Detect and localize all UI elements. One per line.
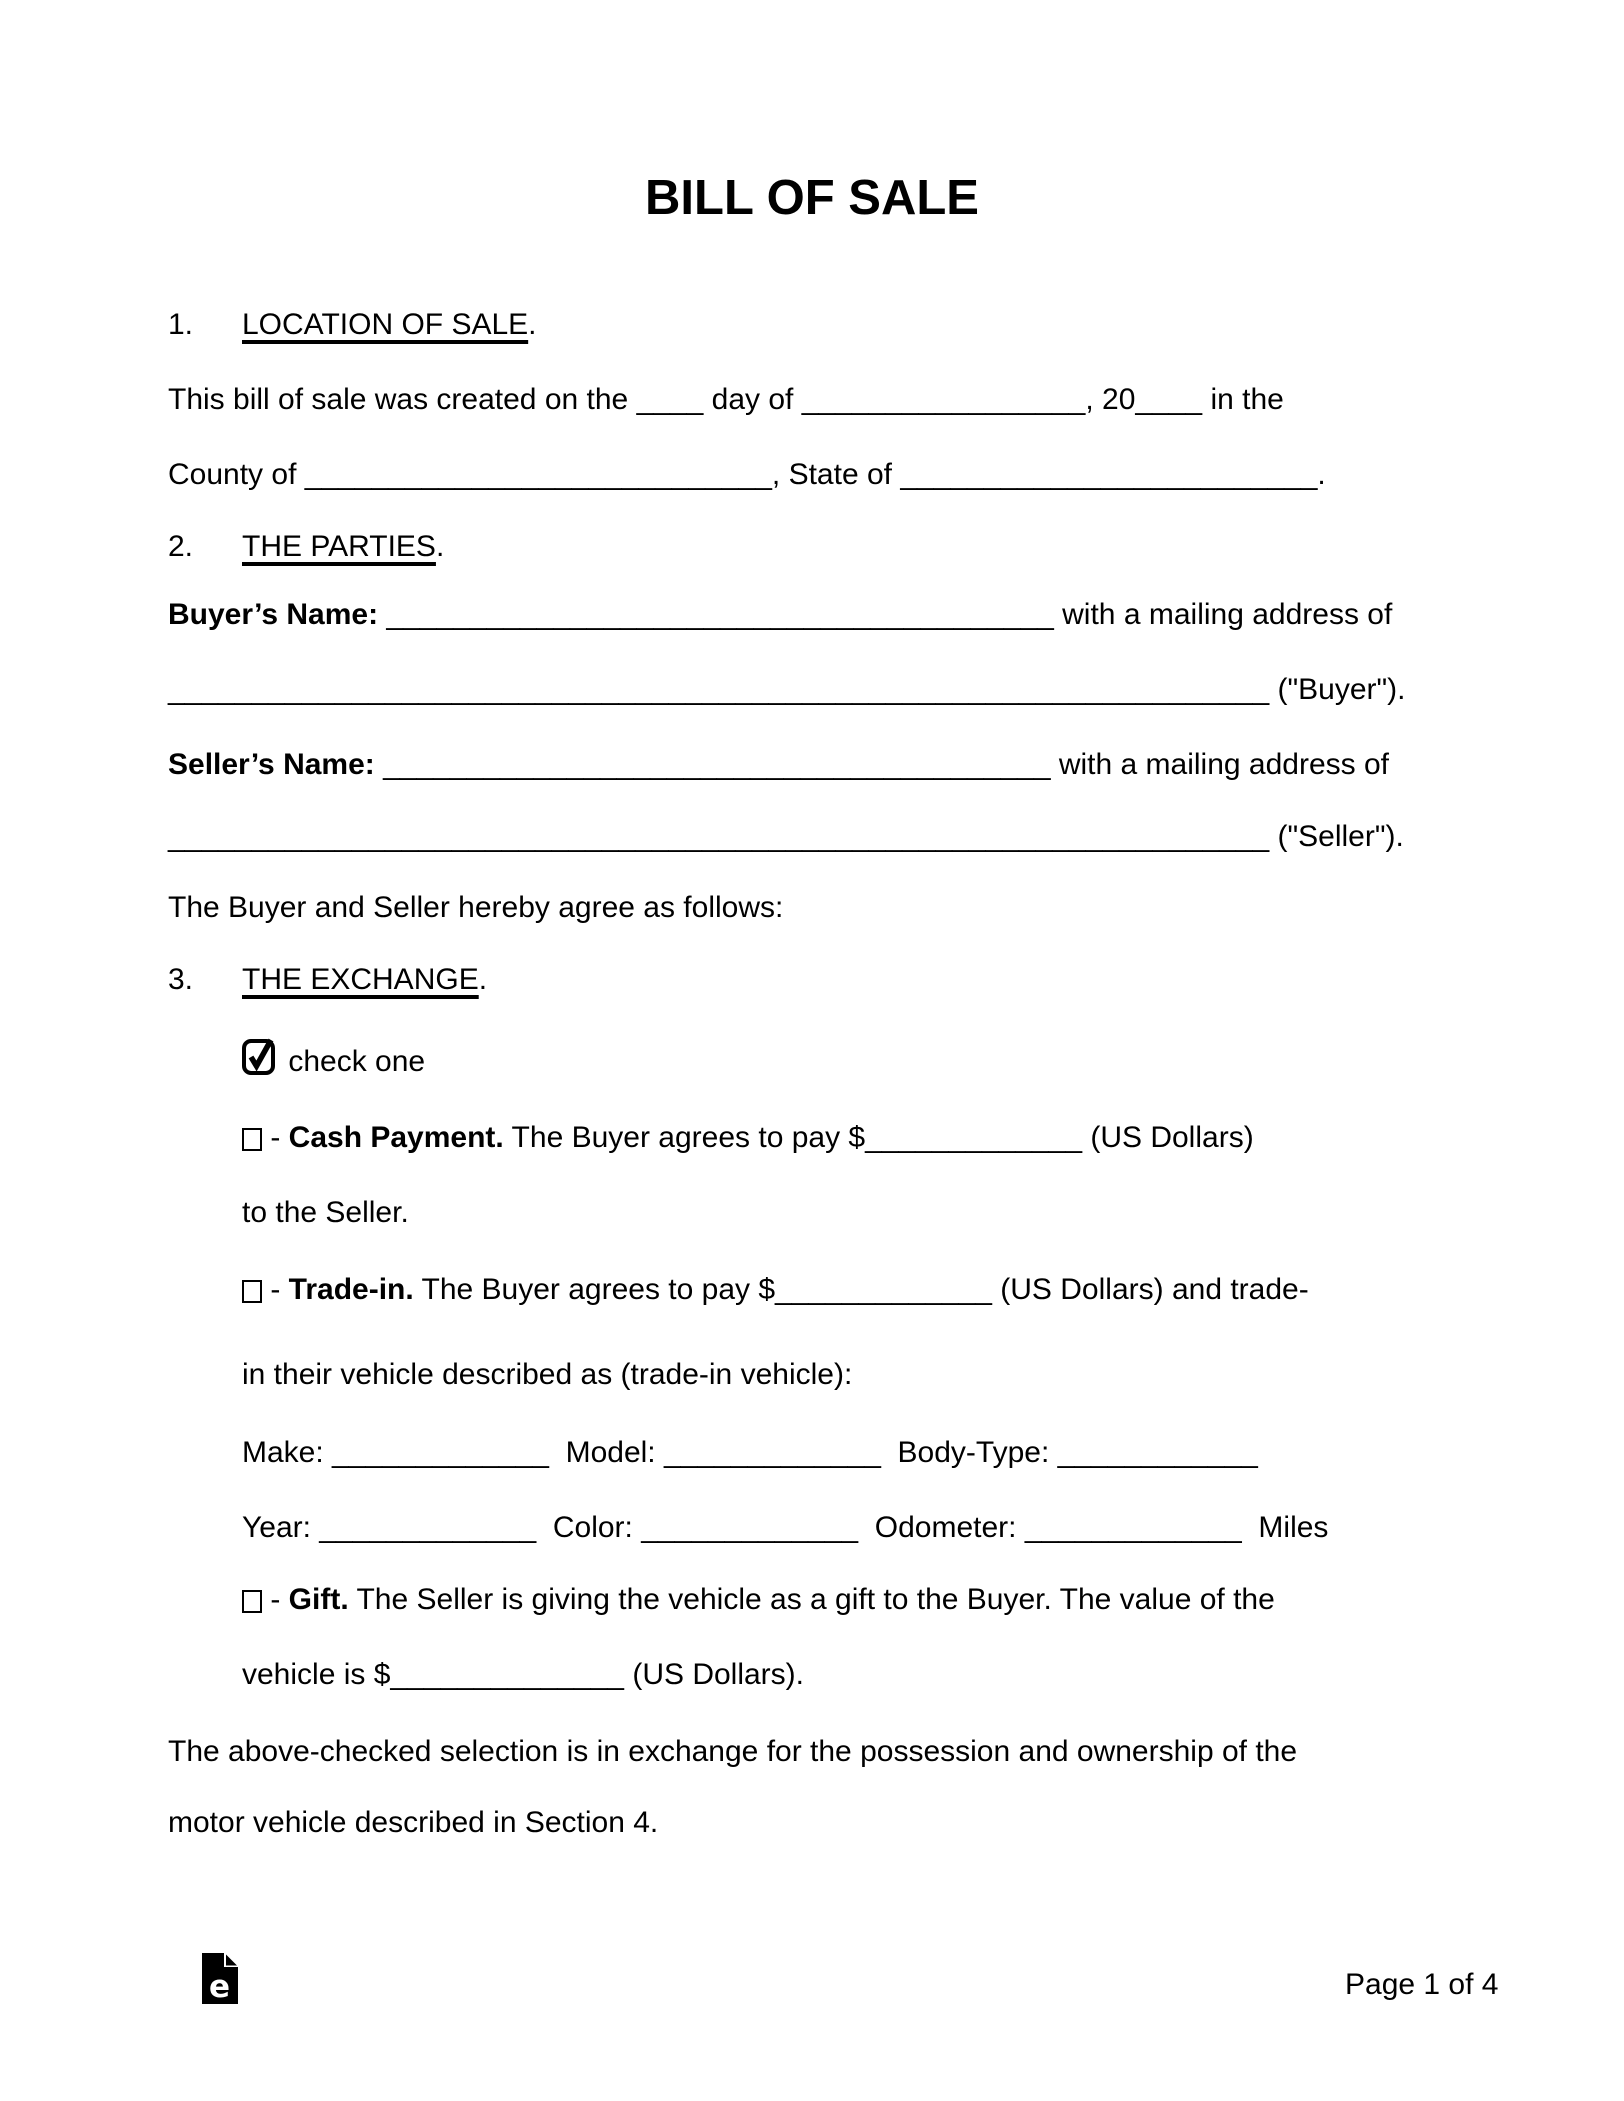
trade-separator: - <box>262 1273 289 1306</box>
cash-payment-line <box>242 1120 1254 1156</box>
trade-in-label: Trade-in. <box>288 1273 414 1306</box>
section1-number: 1. <box>168 308 194 341</box>
agreement-intro-line: The Buyer and Seller hereby agree as follows: <box>168 891 784 924</box>
sale-date-line: This bill of sale was created on the ____ day of _________________, 20____ in the <box>168 383 1284 416</box>
section2-heading: THE PARTIES <box>242 530 436 563</box>
eforms-logo-letter: e <box>209 1969 231 2004</box>
buyer-name-label: Buyer’s Name: <box>168 598 379 631</box>
section3-heading-row <box>168 962 487 998</box>
cash-separator: - <box>262 1121 289 1154</box>
gift-text: The Seller is giving the vehicle as a gift to the Buyer. The value of the <box>348 1583 1275 1616</box>
gift-line <box>242 1582 1275 1618</box>
eforms-logo <box>202 1953 238 2004</box>
buyer-address-line: __________________________________________________________________ ("Buyer"). <box>168 673 1406 706</box>
section3-heading: THE EXCHANGE <box>242 963 479 996</box>
trade-vehicle-year-line: Year: _____________ Color: _____________ Odometer: _____________ Miles <box>242 1511 1329 1544</box>
gift-label: Gift. <box>288 1583 349 1616</box>
seller-address-line: __________________________________________________________________ ("Seller"). <box>168 820 1404 853</box>
section3-heading-period: . <box>478 963 488 996</box>
seller-name-label: Seller’s Name: <box>168 748 375 781</box>
checked-checkbox-icon <box>240 1033 277 1076</box>
trade-in-text: The Buyer agrees to pay $_____________ (US Dollars) and trade- <box>413 1273 1309 1306</box>
cash-payment-continuation-line: to the Seller. <box>242 1196 409 1229</box>
trade-in-line <box>242 1272 1309 1308</box>
buyer-name-blank: ________________________________________ with a mailing address of <box>378 598 1393 631</box>
gift-continuation-line: vehicle is $______________ (US Dollars). <box>242 1658 805 1691</box>
section2-heading-period: . <box>435 530 445 563</box>
section2-number: 2. <box>168 530 194 563</box>
buyer-name-line <box>168 597 1392 633</box>
county-state-line: County of ____________________________, State of _________________________. <box>168 458 1326 491</box>
gift-separator: - <box>262 1583 289 1616</box>
cash-payment-label: Cash Payment. <box>288 1121 504 1154</box>
page-number: Page 1 of 4 <box>1345 1968 1499 2001</box>
trade-in-continuation-line: in their vehicle described as (trade-in vehicle): <box>242 1358 853 1391</box>
closing-line-2: motor vehicle described in Section 4. <box>168 1806 659 1839</box>
cash-checkbox-icon <box>242 1128 262 1151</box>
check-one-label: check one <box>280 1045 426 1078</box>
section1-heading: LOCATION OF SALE <box>242 308 529 341</box>
section1-heading-row <box>168 307 537 343</box>
gift-checkbox-icon <box>242 1590 262 1613</box>
seller-name-blank: ________________________________________ with a mailing address of <box>374 748 1389 781</box>
trade-vehicle-make-line: Make: _____________ Model: _____________ Body-Type: ____________ <box>242 1436 1258 1469</box>
section3-number: 3. <box>168 963 194 996</box>
section2-heading-row <box>168 529 444 565</box>
cash-payment-text: The Buyer agrees to pay $_____________ (US Dollars) <box>503 1121 1254 1154</box>
page-title: BILL OF SALE <box>645 171 979 225</box>
section1-heading-period: . <box>528 308 537 341</box>
closing-line-1: The above-checked selection is in exchange for the possession and ownership of the <box>168 1735 1298 1768</box>
seller-name-line <box>168 747 1389 783</box>
trade-checkbox-icon <box>242 1280 262 1303</box>
